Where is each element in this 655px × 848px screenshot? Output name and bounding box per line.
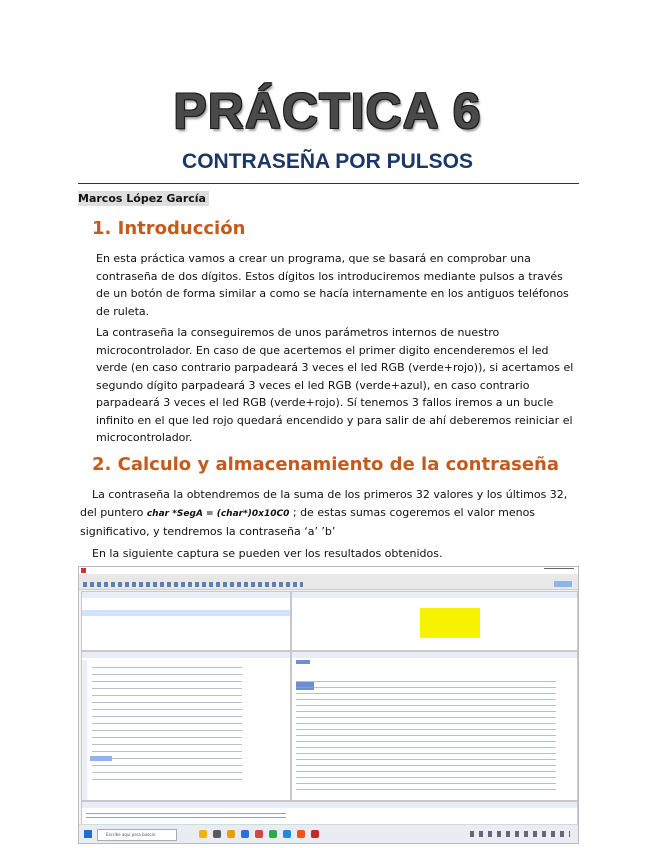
editor-tabs [82,652,290,658]
taskbar-app-icon [311,830,319,838]
system-tray-icons [470,831,570,837]
memory-pane [291,651,578,801]
section-heading-introduccion: 1. Introducción [92,218,246,239]
perspective-button [554,581,572,587]
highlighted-values [420,608,480,638]
section-heading-calculo: 2. Calculo y almacenamiento de la contraseña [92,454,559,475]
console-tabs [82,802,577,808]
memory-pane-tabs [292,652,577,658]
intro-paragraph-2: La contraseña la conseguiremos de unos parámetros internos de nuestro microcontrolador. En caso de que acertemos el primer digito encenderemos el led verde (en caso contrario parpadeará 3 veces el led RGB (verde+rojo)), si acertamos el segundo dígito parpadeará 3 veces el led RGB (verde+azul), en caso contrario parpadeará 3 veces el led RGB (verde+rojo). Sí tenemos 3 fallos iremos a un bucle infinito en el que led rojo quedará encendido y para salir de ahí deberemos reiniciar el microcontrolador. [96,326,574,444]
calculo-paragraph-2: En la siguiente captura se pueden ver los resultados obtenidos. [92,547,443,560]
pointer-code: char *SegA = (char*)0x10C0 [146,508,290,519]
variables-pane [291,591,578,651]
current-line-highlight [90,756,112,761]
taskbar-app-icon [213,830,221,838]
taskbar-app-icon [255,830,263,838]
calculo-text-b: ; de estas sumas cogeremos el valor menos significativo, y tendremos la contraseña ‘a’ ’b’ [80,505,536,538]
intro-paragraph-1: En esta práctica vamos a crear un programa, que se basará en comprobar una contraseña de dos dígitos. Estos dígitos los introduciremos mediante pulsos a través de un botón de forma similar a como se hacía internamente en los antiguos teléfonos de ruleta. [96,252,569,318]
windows-taskbar [79,824,578,843]
debug-line [82,616,290,622]
memory-address-field [296,660,310,664]
taskbar-app-icon [227,830,235,838]
console-pane [81,801,578,825]
editor-gutter [82,660,87,800]
ide-screenshot [78,566,579,844]
ide-app-icon [81,568,86,573]
variables-pane-tabs [292,592,577,598]
source-code-lines [92,664,242,784]
author-name: Marcos López García [78,191,209,206]
memory-rows [296,678,556,790]
debug-pane [81,591,291,651]
window-controls-icon [544,568,574,573]
document-subtitle: CONTRASEÑA POR PULSOS [182,150,473,173]
title-divider [78,183,579,184]
taskbar-app-icon [241,830,249,838]
console-output [86,811,286,819]
taskbar-app-icon [283,830,291,838]
toolbar-icons [83,582,303,587]
calculo-paragraph-1 [80,486,580,541]
windows-start-icon [84,830,92,838]
code-editor-pane [81,651,291,801]
taskbar-app-icon [297,830,305,838]
taskbar-search-box: Escribe aquí para buscar [97,829,177,841]
ide-toolbar [79,580,578,590]
taskbar-app-icon [269,830,277,838]
taskbar-app-icon [199,830,207,838]
document-title: PRÁCTICA 6 [173,83,482,139]
calculo-text-a: La contraseña la obtendremos de la suma de los primeros 32 valores y los últimos 32, del puntero [80,488,568,519]
